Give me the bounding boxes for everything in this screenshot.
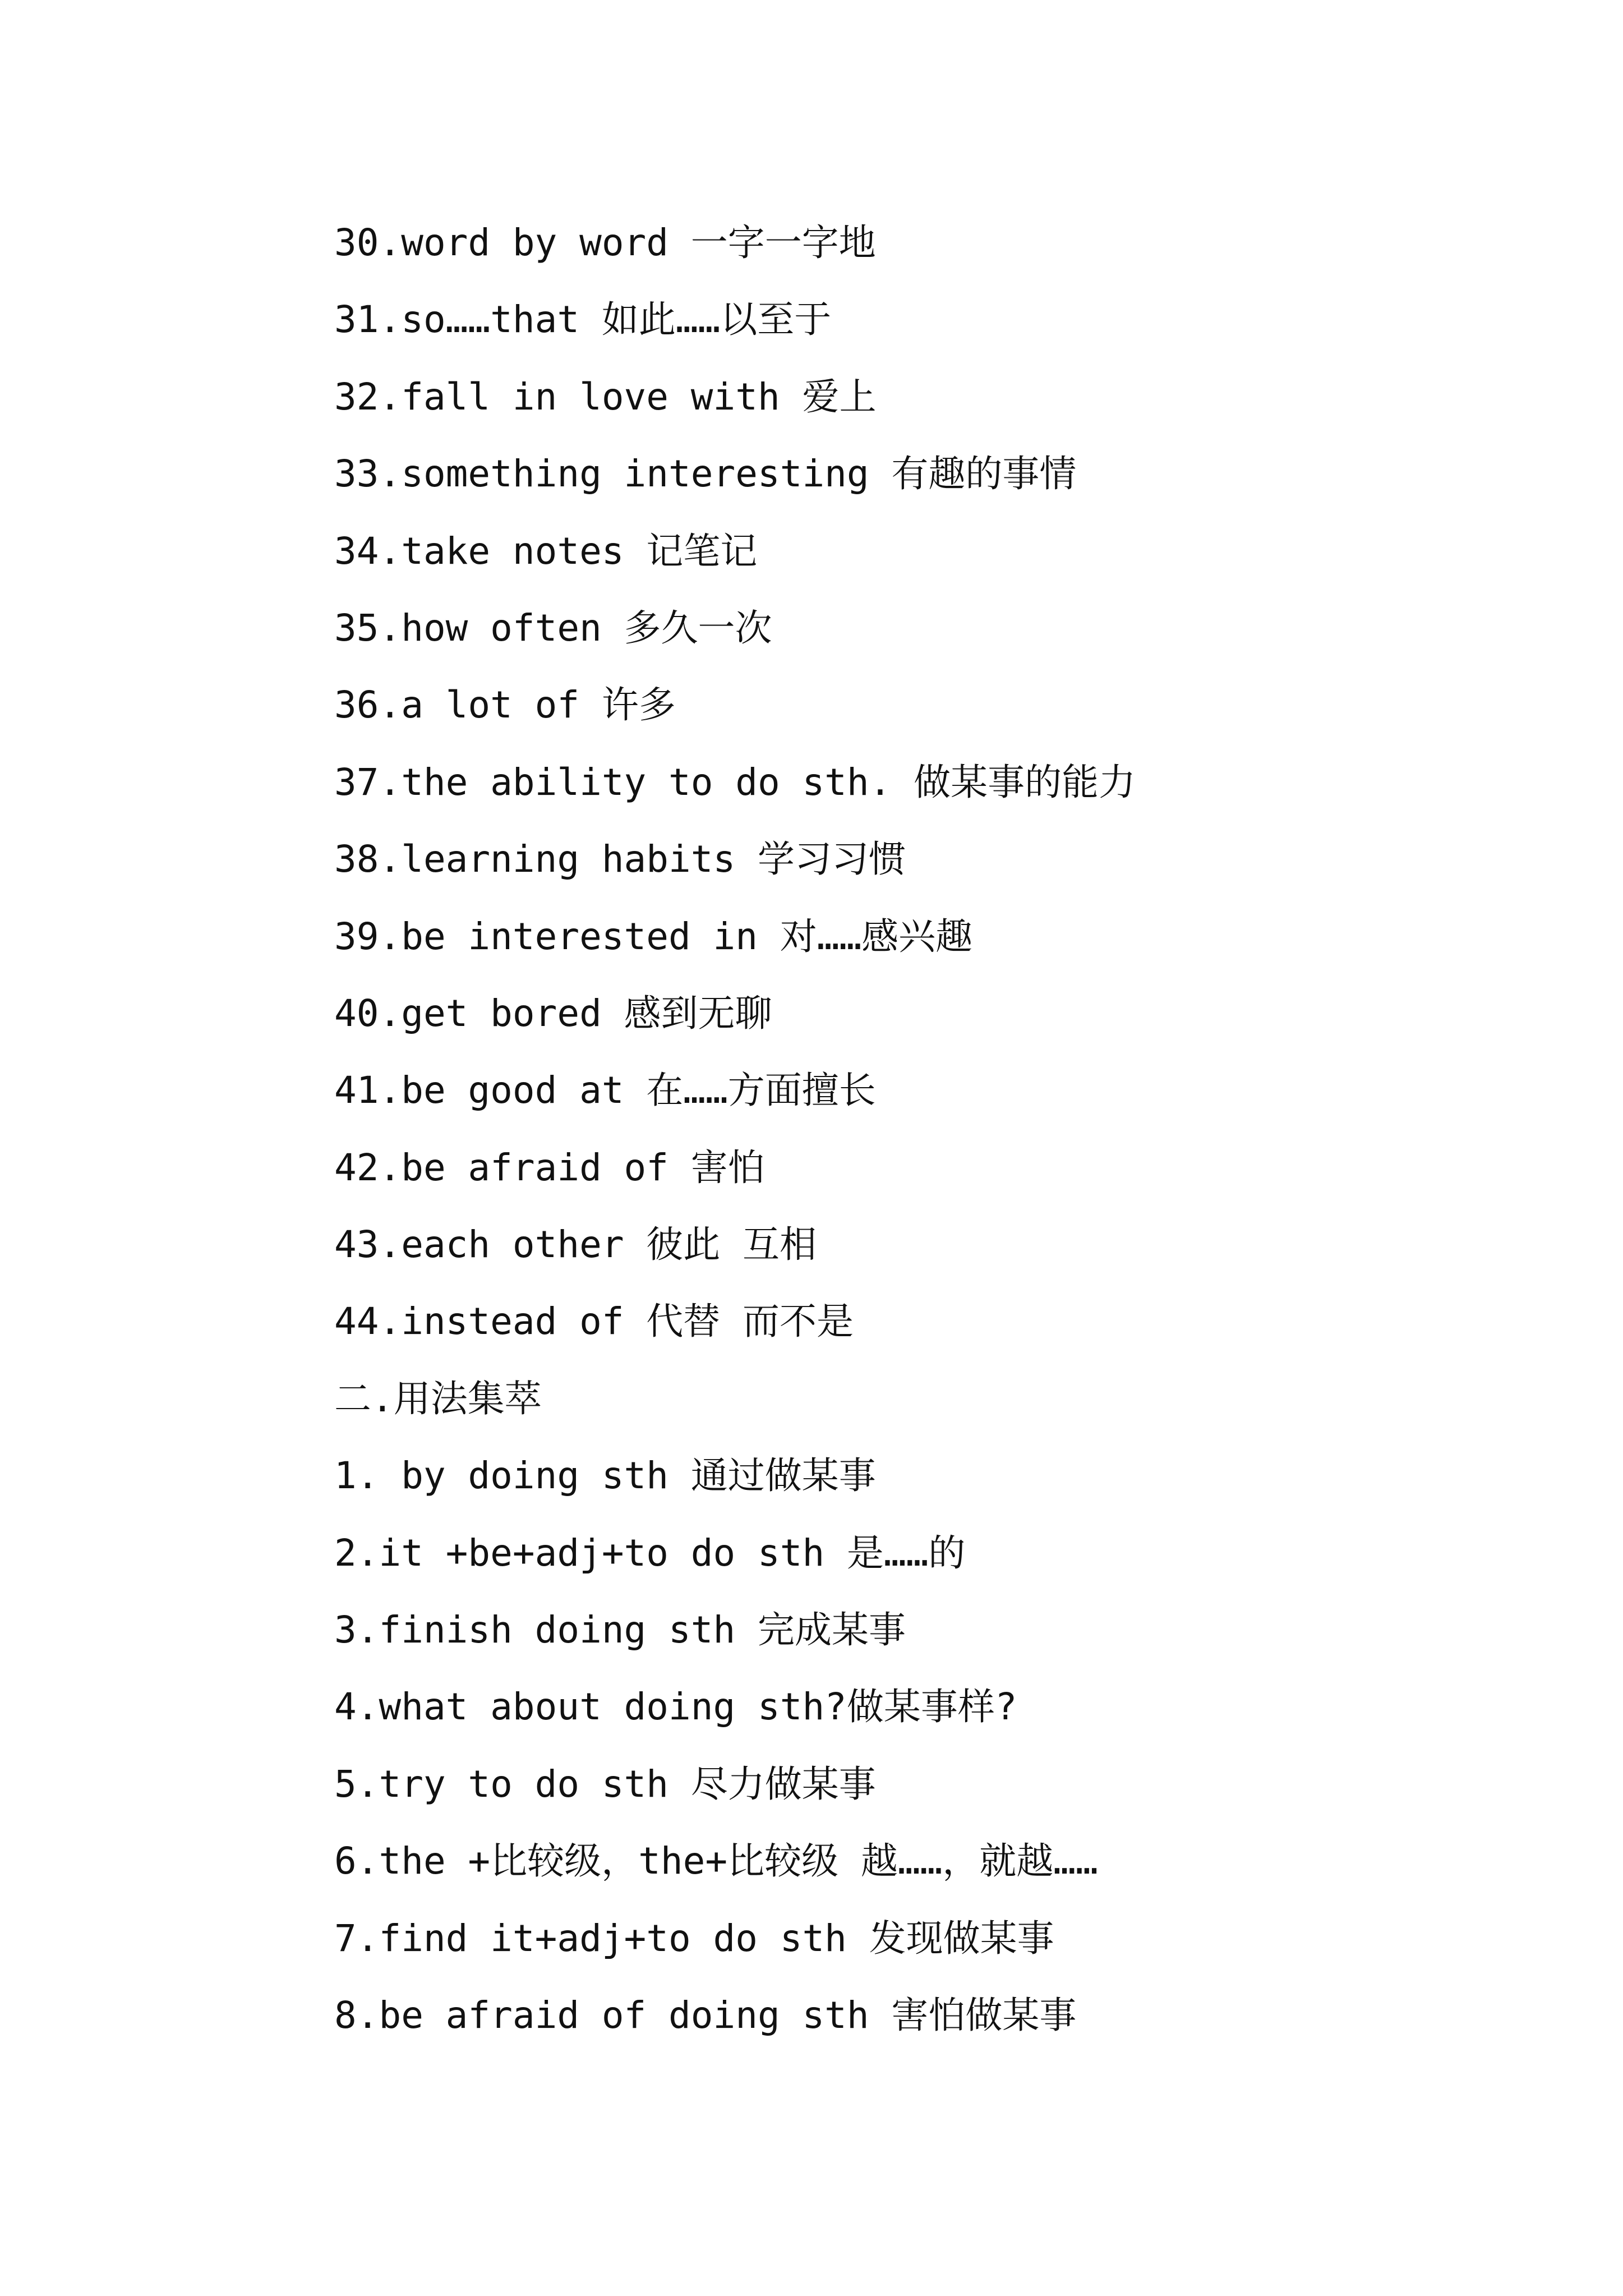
phrase-list	[334, 212, 1136, 2062]
usage-item: 1. by doing sth 通过做某事	[334, 1454, 876, 1498]
phrase-item: 41.be good at 在……方面擅长	[334, 1069, 876, 1112]
usage-item: 2.it +be+adj+to do sth 是……的	[334, 1531, 966, 1575]
phrase-item: 31.so……that 如此……以至于	[334, 298, 832, 342]
usage-item: 4.what about doing sth?做某事样?	[334, 1685, 1017, 1729]
usage-item: 3.finish doing sth 完成某事	[334, 1608, 906, 1652]
phrase-item: 36.a lot of 许多	[334, 683, 676, 727]
phrase-item: 34.take notes 记笔记	[334, 529, 758, 573]
phrase-item: 30.word by word 一字一字地	[334, 221, 876, 264]
usage-item: 8.be afraid of doing sth 害怕做某事	[334, 1993, 1077, 2037]
phrase-item: 42.be afraid of 害怕	[334, 1145, 765, 1189]
usage-item: 7.find it+adj+to do sth 发现做某事	[334, 1916, 1054, 1960]
phrase-item: 44.instead of 代替 而不是	[334, 1300, 854, 1343]
section-heading: 二.用法集萃	[334, 1377, 542, 1420]
usage-item: 5.try to do sth 尽力做某事	[334, 1762, 876, 1806]
usage-item: 6.the +比较级，the+比较级 越……，就越……	[334, 1839, 1098, 1883]
phrase-item: 35.how often 多久一次	[334, 606, 772, 650]
phrase-item: 32.fall in love with 爱上	[334, 375, 877, 418]
phrase-item: 40.get bored 感到无聊	[334, 991, 772, 1035]
phrase-item: 39.be interested in 对……感兴趣	[334, 914, 973, 958]
phrase-item: 37.the ability to do sth. 做某事的能力	[334, 760, 1136, 804]
phrase-item: 38.learning habits 学习习惯	[334, 838, 906, 881]
phrase-item: 33.something interesting 有趣的事情	[334, 452, 1077, 496]
phrase-item: 43.each other 彼此 互相	[334, 1223, 817, 1267]
